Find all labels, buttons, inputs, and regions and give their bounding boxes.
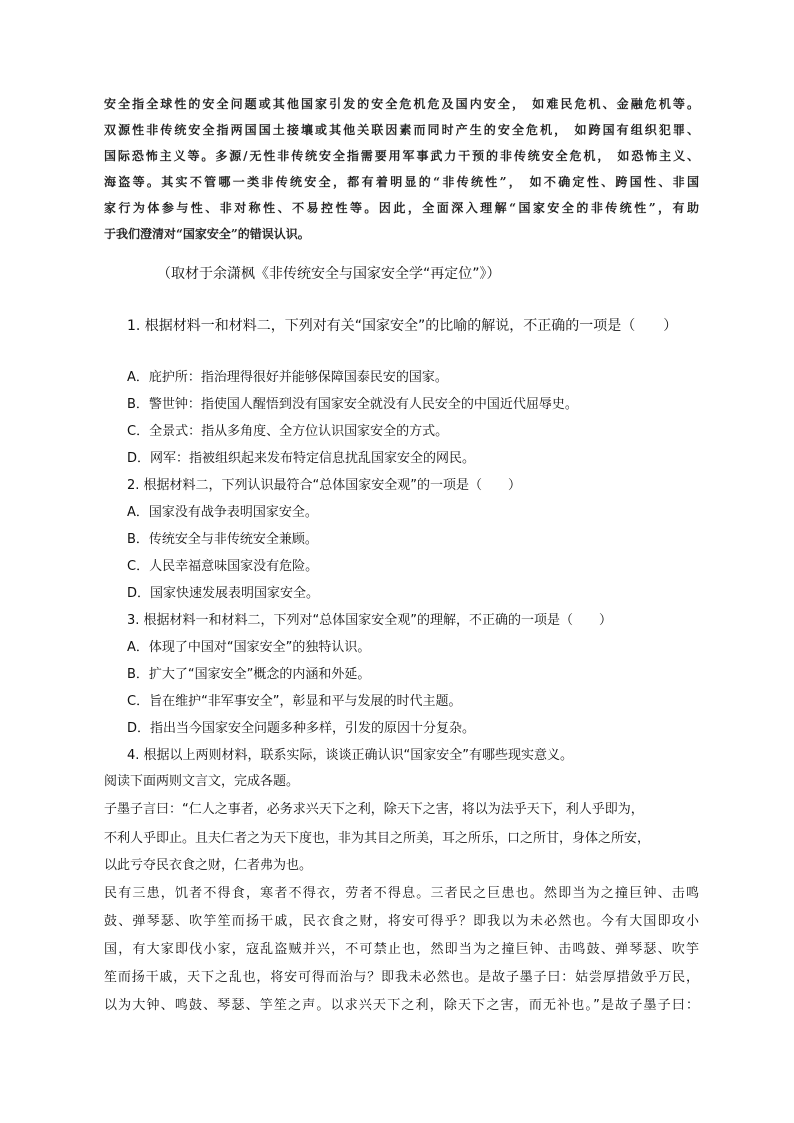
passage-line: 安全指全球性的安全问题或其他国家引发的安全危机危及国内安全， 如难民危机、金融危机等。	[104, 97, 699, 111]
question-3: 3. 根据材料一和材料二，下列对“总体国家安全观”的理解，不正确的一项是（ ）	[127, 613, 613, 628]
question-4: 4. 根据以上两则材料，联系实际，谈谈正确认识“国家安全”有哪些现实意义。	[127, 748, 574, 763]
q3-option-b: B．扩大了“国家安全”概念的内涵和外延。	[127, 667, 371, 682]
source-citation: （取材于余潇枫《非传统安全与国家安全学“再定位”》）	[157, 266, 501, 282]
classical-text-line: 以此亏夺民衣食之财，仁者弗为也。	[104, 858, 313, 873]
q3-option-c: C．旨在维护“非军事安全”，彰显和平与发展的时代主题。	[127, 694, 462, 709]
passage-line: 双源性非传统安全指两国国土接壤或其他关联因素而同时产生的安全危机， 如跨国有组织犯罪、	[104, 123, 699, 137]
q2-option-b: B．传统安全与非传统安全兼顾。	[127, 532, 318, 547]
question-2: 2. 根据材料二，下列认识最符合“总体国家安全观”的一项是（ ）	[127, 478, 522, 493]
q2-option-a: A．国家没有战争表明国家安全。	[127, 505, 318, 520]
passage-line: 家行为体参与性、非对称性、不易控性等。因此，全面深入理解“国家安全的非传统性”，有助	[104, 201, 699, 215]
q1-option-d: D．网军：指被组织起来发布特定信息扰乱国家安全的网民。	[127, 451, 476, 466]
classical-text-line: 以为大钟、鸣鼓、琴瑟、竽笙之声。以求兴天下之利，除天下之害，而无补也。”是故子墨子曰：	[104, 998, 699, 1013]
q2-option-d: D．国家快速发展表明国家安全。	[127, 586, 320, 601]
classical-text-line: 鼓、弹琴瑟、吹竽笙而扬干戚，民衣食之财，将安可得乎？即我以为未必然也。今有大国即攻小	[104, 914, 699, 929]
classical-text-line: 子墨子言曰：“仁人之事者，必务求兴天下之利，除天下之害，将以为法乎天下，利人乎即为，	[104, 802, 644, 817]
q1-option-b: B．警世钟：指使国人醒悟到没有国家安全就没有人民安全的中国近代屈辱史。	[127, 397, 578, 412]
q3-option-d: D．指出当今国家安全问题多种多样，引发的原因十分复杂。	[127, 721, 476, 736]
classical-text-line: 不利人乎即止。且夫仁者之为天下度也，非为其目之所美，耳之所乐，口之所甘，身体之所安，	[104, 831, 651, 846]
passage-line: 海盗等。其实不管哪一类非传统安全，都有着明显的“非传统性”， 如不确定性、跨国性、非国	[104, 175, 699, 189]
classical-text-line: 国，有大家即伐小家，寇乱盗贼并兴，不可禁止也，然即当为之撞巨钟、击鸣鼓、弹琴瑟、吹竽	[104, 942, 699, 957]
reading-instruction: 阅读下面两则文言文，完成各题。	[104, 774, 300, 789]
passage-line: 于我们澄清对“国家安全”的错误认识。	[104, 227, 310, 241]
q2-option-c: C．人民幸福意味国家没有危险。	[127, 559, 319, 574]
passage-line: 国际恐怖主义等。多源/无性非传统安全指需要用军事武力干预的非传统安全危机， 如恐怖主义、	[104, 149, 699, 163]
classical-text-line: 笙而扬干戚，天下之乱也，将安可得而治与？即我未必然也。是故子墨子曰：姑尝厚措敛乎万民，	[104, 970, 699, 985]
q1-option-c: C．全景式：指从多角度、全方位认识国家安全的方式。	[127, 424, 449, 439]
question-1: 1. 根据材料一和材料二，下列对有关“国家安全”的比喻的解说，不正确的一项是（ ）	[127, 318, 678, 334]
q3-option-a: A．体现了中国对“国家安全”的独特认识。	[127, 640, 371, 655]
q1-option-a: A．庇护所：指治理得很好并能够保障国泰民安的国家。	[127, 370, 448, 385]
classical-text-line: 民有三患，饥者不得食，寒者不得衣，劳者不得息。三者民之巨患也。然即当为之撞巨钟、击鸣	[104, 886, 699, 901]
